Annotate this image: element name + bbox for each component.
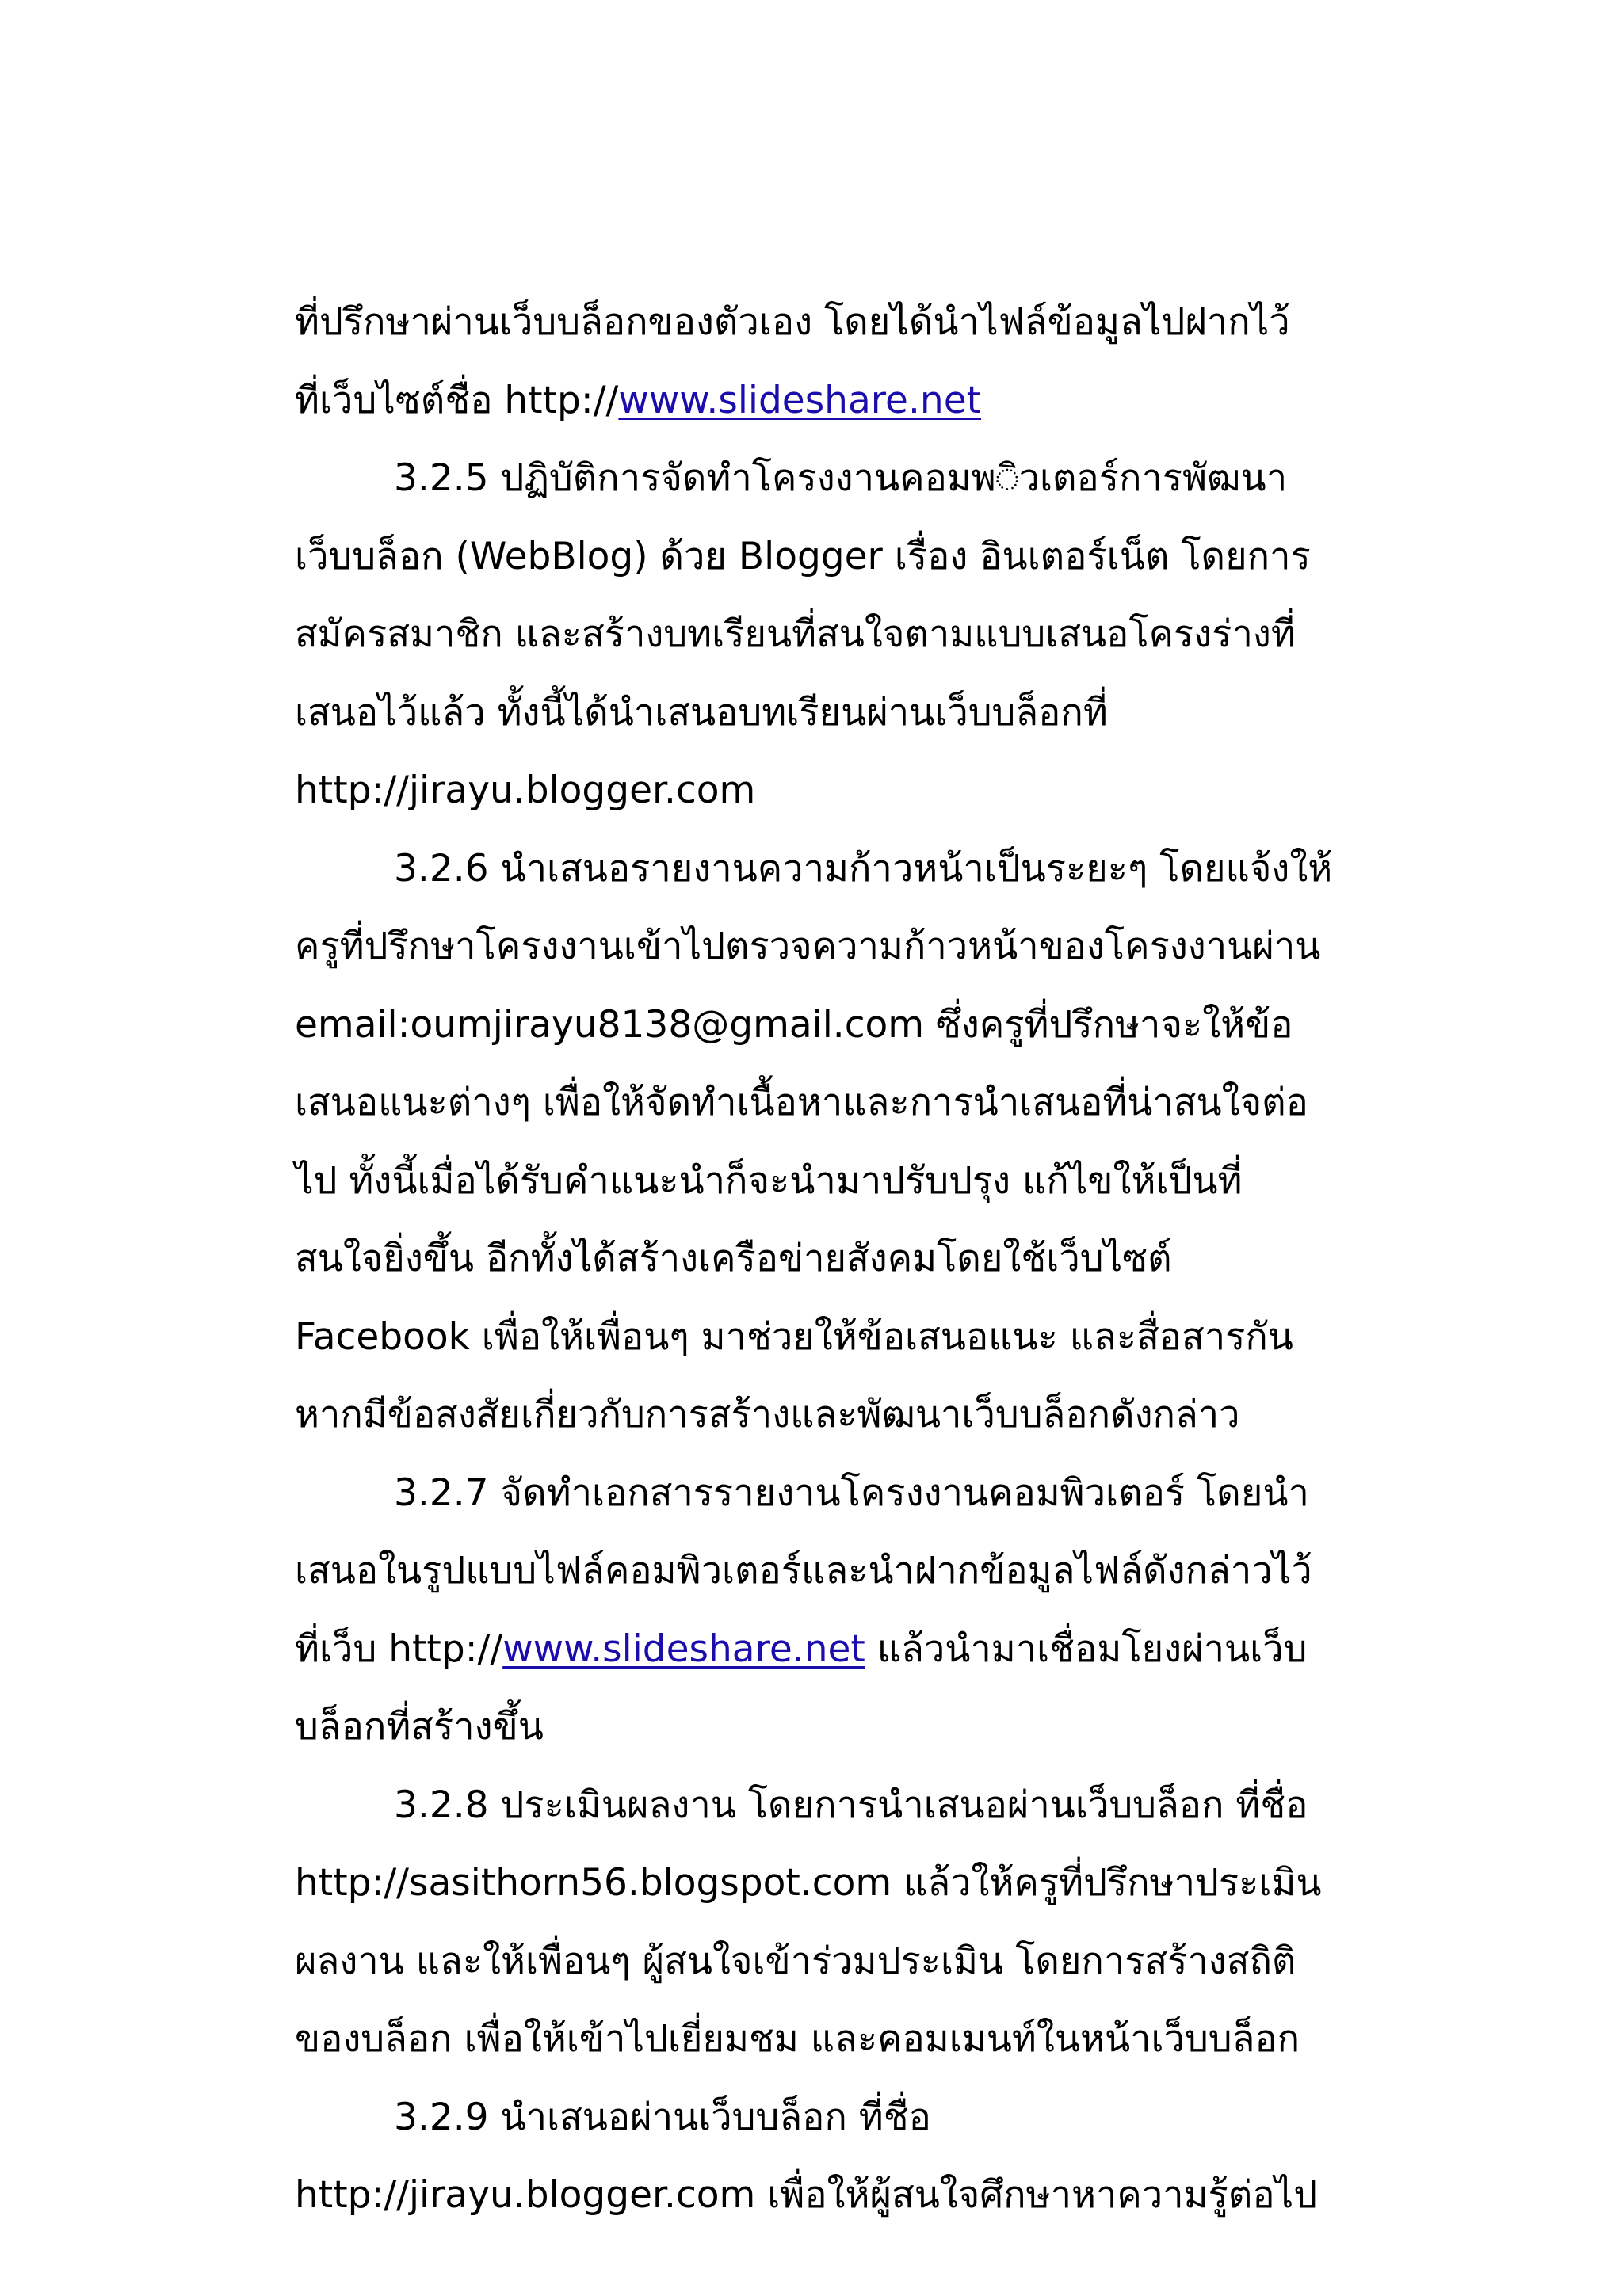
- line-text: ที่เว็บ http://: [295, 1627, 503, 1671]
- text-line: ของบล็อก เพื่อให้เข้าไปเยี่ยมชม และคอมเมนท์ในหน้าเว็บบล็อก: [295, 2017, 1300, 2061]
- text-line: ที่ปรึกษาผ่านเว็บบล็อกของตัวเอง โดยได้นำไฟล์ข้อมูลไปฝากไว้: [295, 300, 1290, 344]
- text-line: http://sasithorn56.blogspot.com แล้วให้ครูที่ปรึกษาประเมิน: [295, 1861, 1322, 1905]
- text-line: http://jirayu.blogger.com: [295, 769, 756, 812]
- line-text: แล้วนำมาเชื่อมโยงผ่านเว็บ: [865, 1627, 1308, 1671]
- text-line: Facebook เพื่อให้เพื่อนๆ มาช่วยให้ข้อเสนอแนะ และสื่อสารกัน: [295, 1314, 1293, 1359]
- text-line: ครูที่ปรึกษาโครงงานเข้าไปตรวจความก้าวหน้าของโครงงานผ่าน: [295, 925, 1321, 968]
- text-line-with-link: [295, 362, 1468, 441]
- text-line: http://jirayu.blogger.com เพื่อให้ผู้สนใจศึกษาหาความรู้ต่อไป: [295, 2173, 1318, 2217]
- text-line-with-link: [295, 1611, 1468, 1689]
- slideshare-link[interactable]: www.slideshare.net: [502, 1627, 865, 1671]
- text-line: email:oumjirayu8138@gmail.com ซึ่งครูที่ปรึกษาจะให้ข้อ: [295, 1002, 1293, 1047]
- text-line: เสนอแนะต่างๆ เพื่อให้จัดทำเนื้อหาและการนำเสนอที่น่าสนใจต่อ: [295, 1081, 1308, 1124]
- section-heading-3-2-5: 3.2.5 ปฏิบัติการจัดทำโครงงานคอมพ◌ิวเตอร์การพัฒนา: [394, 456, 1288, 500]
- section-heading-3-2-8: 3.2.8 ประเมินผลงาน โดยการนำเสนอผ่านเว็บบล็อก ที่ชื่อ: [394, 1783, 1308, 1827]
- text-line: สนใจยิ่งขึ้น อีกทั้งได้สร้างเครือข่ายสังคมโดยใช้เว็บไซต์: [295, 1237, 1172, 1280]
- text-line: สมัครสมาชิก และสร้างบทเรียนที่สนใจตามแบบเสนอโครงร่างที่: [295, 612, 1296, 656]
- text-line: หากมีข้อสงสัยเกี่ยวกับการสร้างและพัฒนาเว็บบล็อกดังกล่าว: [295, 1393, 1240, 1436]
- text-line: เว็บบล็อก (WebBlog) ด้วย Blogger เรื่อง อินเตอร์เน็ต โดยการ: [295, 534, 1311, 578]
- text-line: เสนอไว้แล้ว ทั้งนี้ได้นำเสนอบทเรียนผ่านเว็บบล็อกที่: [295, 690, 1108, 734]
- body-text: [295, 284, 1468, 2235]
- section-heading-3-2-7: 3.2.7 จัดทำเอกสารรายงานโครงงานคอมพิวเตอร์ โดยนำ: [394, 1470, 1309, 1515]
- line-text: ที่เว็บไซต์ชื่อ http://: [295, 378, 619, 422]
- section-heading-3-2-6: 3.2.6 นำเสนอรายงานความก้าวหน้าเป็นระยะๆ โดยแจ้งให้: [394, 846, 1333, 891]
- text-line: ผลงาน และให้เพื่อนๆ ผู้สนใจเข้าร่วมประเมิน โดยการสร้างสถิติ: [295, 1939, 1296, 1983]
- text-line: บล็อกที่สร้างขึ้น: [295, 1705, 544, 1749]
- text-line: ไป ทั้งนี้เมื่อได้รับคำแนะนำก็จะนำมาปรับปรุง แก้ไขให้เป็นที่: [295, 1158, 1243, 1203]
- section-heading-3-2-9: 3.2.9 นำเสนอผ่านเว็บบล็อก ที่ชื่อ: [394, 2095, 931, 2139]
- text-line: เสนอในรูปแบบไฟล์คอมพิวเตอร์และนำฝากข้อมูลไฟล์ดังกล่าวไว้: [295, 1549, 1312, 1592]
- slideshare-link[interactable]: www.slideshare.net: [618, 378, 982, 422]
